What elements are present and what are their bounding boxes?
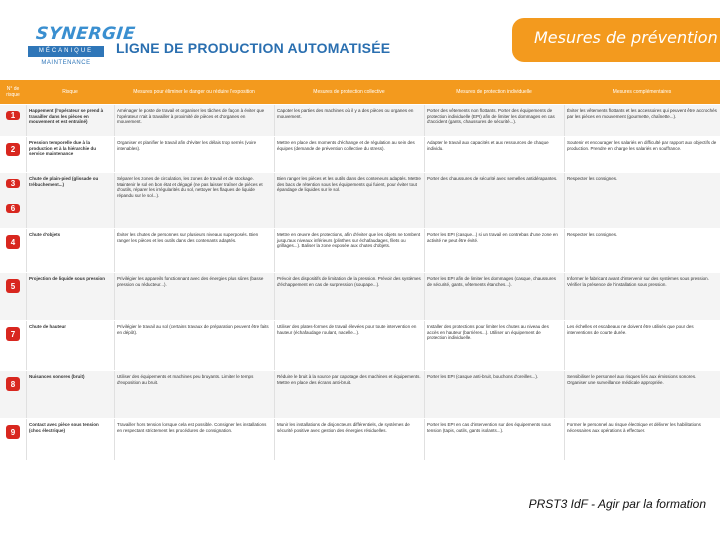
risk-cell: Pression temporelle due à la production et à la hiérarchie du service maintenance xyxy=(29,140,97,157)
risk-number-cell xyxy=(0,105,26,136)
eliminate-measure-cell: Utiliser des équipements et machines peu bruyants. Limiter le temps d'exposition au bruit. xyxy=(117,374,254,385)
eliminate-measure-cell: Privilégier le travail au sol (certains travaux de préparation peuvent être faits en dépôt). xyxy=(117,324,269,335)
risk-number-cell xyxy=(0,371,26,418)
risk-number-cell xyxy=(0,321,26,370)
eliminate-measure-cell: Organiser et planifier le travail afin d'éviter les délais trop serrés (voire intenables). xyxy=(117,140,257,151)
collective-measure-cell: Bien ranger les pièces et les outils dans des conteneurs adaptés. Mettre des bacs de rétention sous les équipements qui fuient, pour éviter tout épandage de liquides sur le sol. xyxy=(277,176,421,193)
collective-measure-cell: Mettre en œuvre des protections, afin d'éviter que les objets ne tombent jusqu'aux niveaux inférieurs (plinthes sur échafaudages, filets ou grillages...). Baliser la zone exposée aux chutes d'objets. xyxy=(277,232,421,249)
table-row xyxy=(0,272,720,320)
risk-number-badge: 3 xyxy=(6,179,20,188)
banner xyxy=(512,18,720,62)
risk-cell: Chute d'objets xyxy=(29,232,61,237)
column-divider xyxy=(424,137,425,172)
individual-measure-cell: Porter des chaussures de sécurité avec semelles antidérapantes. xyxy=(427,176,558,181)
table-row xyxy=(0,228,720,272)
column-divider xyxy=(26,273,27,320)
column-divider xyxy=(274,137,275,172)
risk-number-badge: 2 xyxy=(6,143,20,156)
risk-cell: Chute de hauteur xyxy=(29,324,67,329)
column-divider xyxy=(114,419,115,460)
risk-number-cell xyxy=(0,273,26,320)
column-divider xyxy=(114,173,115,228)
column-divider xyxy=(274,321,275,370)
collective-measure-cell: Mettre en place des moments d'échange et de régulation au sein des équipes (demande de prévention collective du stress). xyxy=(277,140,415,151)
eliminate-measure-cell: Éviter les chutes de personnes sur plusieurs niveaux superposés. Bien ranger les pièces et les outils dans des contenants adaptés. xyxy=(117,232,259,243)
column-divider xyxy=(114,105,115,136)
header-eliminate: Mesures pour éliminer le danger ou réduire l'exposition xyxy=(133,89,255,95)
risk-number-cell xyxy=(0,419,26,460)
complementary-measure-cell: Respecter les consignes. xyxy=(567,232,618,237)
risk-number-badge: 6 xyxy=(6,204,20,213)
risk-cell: Nuisances sonores (bruit) xyxy=(29,374,85,379)
column-divider xyxy=(274,105,275,136)
header-collective: Mesures de protection collective xyxy=(313,89,385,95)
column-divider xyxy=(274,173,275,228)
column-divider xyxy=(564,137,565,172)
column-divider xyxy=(274,371,275,418)
eliminate-measure-cell: Séparer les zones de circulation, les zones de travail et de stockage. Maintenir le sol en bon état et dégagé (ne pas laisser traîner de pièces et d'outils, réparer les irrégularités du sol, nettoyer les flaques de liquide répandu sur le sol...). xyxy=(117,176,263,198)
collective-measure-cell: Réduire le bruit à la source par capotage des machines et équipements. Mettre en place des écrans anti-bruit. xyxy=(277,374,421,385)
risk-cell: Chute de plain-pied (glissade ou trébuchement...) xyxy=(29,176,99,187)
column-divider xyxy=(114,229,115,272)
eliminate-measure-cell: Privilégier les appareils fonctionnant avec des énergies plus sûres (basse pression ou réducteur...). xyxy=(117,276,264,287)
complementary-measure-cell: Former le personnel au risque électrique et délivrer les habilitations nécessaires aux opérations à effectuer. xyxy=(567,422,701,433)
collective-measure-cell: Utiliser des plates-formes de travail élevées pour toute intervention en hauteur (échafaudage roulant, nacelle...). xyxy=(277,324,417,335)
column-divider xyxy=(274,419,275,460)
column-divider xyxy=(26,137,27,172)
table-row xyxy=(0,136,720,172)
header-individual: Mesures de protection individuelle xyxy=(456,89,532,95)
column-divider xyxy=(424,273,425,320)
brand-name: SYNERGIE xyxy=(34,24,137,44)
column-divider xyxy=(564,173,565,228)
brand-subtitle: MÉCANIQUE xyxy=(28,46,104,57)
risk-number-badge: 8 xyxy=(6,377,20,391)
column-divider xyxy=(274,229,275,272)
column-divider xyxy=(114,137,115,172)
collective-measure-cell: Prévoir des dispositifs de limitation de la pression. Prévoir des systèmes d'échappement en cas de surpression (soupape...). xyxy=(277,276,421,287)
risk-cell: Happement (l'opérateur se prend à travailler dans les pièces en mouvement et est entraîné) xyxy=(29,108,104,125)
collective-measure-cell: Munir les installations de disjoncteurs différentiels, de systèmes de sécurité positive avec gestion des énergies résiduelles. xyxy=(277,422,410,433)
column-divider xyxy=(114,273,115,320)
prevention-table xyxy=(0,80,720,460)
column-divider xyxy=(564,419,565,460)
header-risk-number: N° de risque xyxy=(6,86,20,98)
table-row xyxy=(0,418,720,460)
risk-number-badge: 9 xyxy=(6,425,20,439)
risk-number-cell xyxy=(0,137,26,172)
column-divider xyxy=(564,371,565,418)
complementary-measure-cell: Respecter les consignes. xyxy=(567,176,618,181)
banner-title: Mesures de prévention xyxy=(534,28,718,47)
complementary-measure-cell: Éviter les vêtements flottants et les accessoires qui peuvent être accrochés par les pièces en mouvement (gourmette, chaînette...). xyxy=(567,108,717,119)
complementary-measure-cell: Sensibiliser le personnel aux risques liés aux émissions sonores. Organiser une surveillance médicale appropriée. xyxy=(567,374,697,385)
individual-measure-cell: Porter les EPI en cas d'intervention sur des équipements sous tension (tapis, outils, gants isolants...). xyxy=(427,422,551,433)
column-divider xyxy=(114,371,115,418)
eliminate-measure-cell: Aménager le poste de travail et organiser les tâches de façon à éviter que l'opérateur n'ait à travailler à proximité de pièces et d'organes en mouvement. xyxy=(117,108,265,125)
table-row xyxy=(0,370,720,418)
risk-cell: Projection de liquide sous pression xyxy=(29,276,106,281)
column-divider xyxy=(26,173,27,228)
column-divider xyxy=(424,173,425,228)
complementary-measure-cell: Les échelles et escabeaux ne doivent être utilisés que pour des interventions de courte durée. xyxy=(567,324,694,335)
column-divider xyxy=(564,105,565,136)
column-divider xyxy=(26,419,27,460)
column-divider xyxy=(424,105,425,136)
table-row xyxy=(0,320,720,370)
column-divider xyxy=(424,229,425,272)
column-divider xyxy=(424,419,425,460)
document-title: LIGNE DE PRODUCTION AUTOMATISÉE xyxy=(116,40,391,56)
individual-measure-cell: Porter les EPI (casque...) si un travail en contrebas d'une zone en activité ne peut être évité. xyxy=(427,232,558,243)
header-risk: Risque xyxy=(62,89,78,95)
column-divider xyxy=(424,371,425,418)
brand-subtitle-2: MAINTENANCE xyxy=(41,60,91,66)
risk-number-cell xyxy=(0,173,26,228)
column-divider xyxy=(274,273,275,320)
brand-logo xyxy=(28,24,137,70)
column-divider xyxy=(564,229,565,272)
complementary-measure-cell: Informer le fabricant avant d'intervenir sur des systèmes sous pression. Vérifier la présence de l'installation sous pression. xyxy=(567,276,709,287)
individual-measure-cell: Installer des protections pour limiter les chutes au niveau des accès en hauteur (barrières...). Utiliser un équipement de protection individuelle. xyxy=(427,324,549,341)
eliminate-measure-cell: Travailler hors tension lorsque cela est possible. Consigner les installations en respectant strictement les procédures de consignation. xyxy=(117,422,267,433)
risk-number-badge: 5 xyxy=(6,279,20,293)
table-header xyxy=(0,80,720,104)
individual-measure-cell: Porter les EPI afin de limiter les dommages (casque, chaussures de sécurité, gants, vêtements étanches...). xyxy=(427,276,557,287)
column-divider xyxy=(564,273,565,320)
column-divider xyxy=(26,321,27,370)
table-row xyxy=(0,172,720,228)
column-divider xyxy=(26,371,27,418)
individual-measure-cell: Porter les EPI (casque anti-bruit, bouchons d'oreilles...). xyxy=(427,374,539,379)
collective-measure-cell: Capoter les parties des machines où il y a des pièces ou organes en mouvement. xyxy=(277,108,414,119)
complementary-measure-cell: Soutenir et encourager les salariés en difficulté par rapport aux objectifs de production. Prendre en charge les salariés en souffrance. xyxy=(567,140,717,151)
column-divider xyxy=(564,321,565,370)
individual-measure-cell: Adapter le travail aux capacités et aux ressources de chaque individu. xyxy=(427,140,549,151)
risk-number-badge: 7 xyxy=(6,327,20,341)
column-divider xyxy=(26,105,27,136)
column-divider xyxy=(26,229,27,272)
column-divider xyxy=(114,321,115,370)
individual-measure-cell: Porter des vêtements non flottants. Porter des équipements de protection individuelle (EPI) afin de limiter les dommages en cas d'accident (gants, chaussures de sécurité...). xyxy=(427,108,555,125)
risk-number-cell xyxy=(0,229,26,272)
header-complementary: Mesures complémentaires xyxy=(612,89,672,95)
risk-number-badge: 1 xyxy=(6,111,20,120)
footer-caption: PRST3 IdF - Agir par la formation xyxy=(528,497,706,511)
risk-cell: Contact avec pièce sous tension (choc électrique) xyxy=(29,422,99,433)
table-row xyxy=(0,104,720,136)
risk-number-badge: 4 xyxy=(6,235,20,249)
column-divider xyxy=(424,321,425,370)
